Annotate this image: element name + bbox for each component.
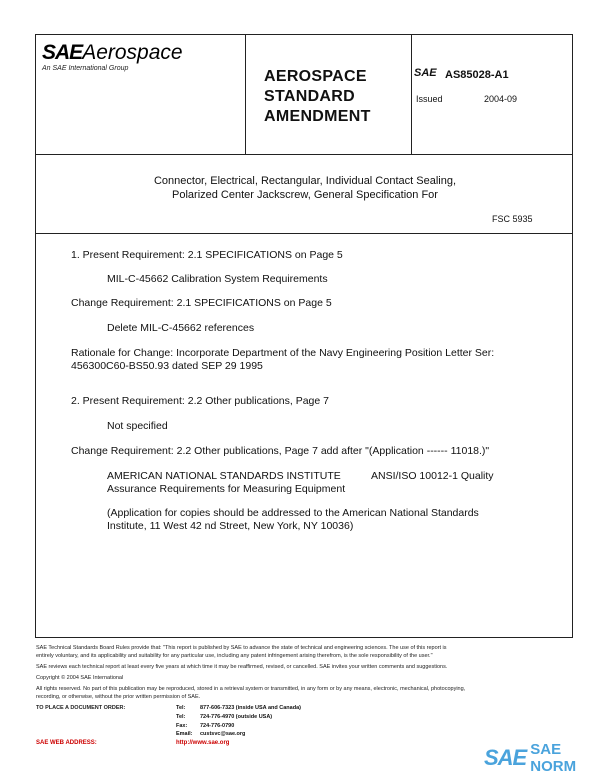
contact-value: 724-776-0790 bbox=[200, 723, 235, 729]
doc-type-line: AMENDMENT bbox=[264, 108, 371, 125]
web-address-label: SAE WEB ADDRESS: bbox=[36, 740, 97, 746]
body-paragraph: Change Requirement: 2.1 SPECIFICATIONS on Page 5 bbox=[71, 297, 332, 309]
contact-email-link[interactable]: custsvc@sae.org bbox=[200, 731, 246, 737]
sae-norm-watermark bbox=[484, 741, 600, 775]
body-paragraph: 2. Present Requirement: 2.2 Other publications, Page 7 bbox=[71, 395, 329, 407]
logo-subtitle: An SAE International Group bbox=[42, 65, 129, 72]
body-paragraph: Change Requirement: 2.2 Other publications, Page 7 add after "(Application ------ 11018.)" bbox=[71, 445, 490, 457]
watermark-sae-icon: SAE bbox=[484, 745, 527, 770]
footer-text: Copyright © 2004 SAE International bbox=[36, 675, 124, 681]
document-title-line: Polarized Center Jackscrew, General Specification For bbox=[172, 189, 438, 201]
contact-value: 877-606-7323 (inside USA and Canada) bbox=[200, 705, 301, 711]
sae-aerospace-logo bbox=[42, 42, 183, 72]
footer-text: SAE reviews each technical report at least every five years at which time it may be reaffirmed, revised, or cancelled. SAE invites your written comments and suggestions. bbox=[36, 664, 448, 670]
contact-label: Email: bbox=[176, 731, 193, 737]
footer-text: recording, or otherwise, without the prior written permission of SAE. bbox=[36, 694, 201, 700]
body-paragraph: Assurance Requirements for Measuring Equipment bbox=[107, 483, 346, 495]
header-divider-right bbox=[411, 34, 412, 154]
footer-text: All rights reserved. No part of this publication may be reproduced, stored in a retrieval system or transmitted, in any form or by any means, electronic, mechanical, photocopying, bbox=[36, 686, 466, 692]
body-paragraph: MIL-C-45662 Calibration System Requirements bbox=[107, 273, 328, 285]
sae-mark-icon: SAE bbox=[414, 67, 437, 79]
issued-date: 2004-09 bbox=[484, 94, 518, 104]
order-label: TO PLACE A DOCUMENT ORDER: bbox=[36, 705, 126, 711]
body-paragraph: Not specified bbox=[107, 420, 168, 432]
body-paragraph: Rationale for Change: Incorporate Department of the Navy Engineering Position Letter Ser: bbox=[71, 347, 495, 359]
title-bottom-rule bbox=[35, 233, 573, 234]
web-address-link[interactable]: http://www.sae.org bbox=[176, 740, 230, 746]
footer-text: entirely voluntary, and its applicability and suitability for any particular use, including any patent infringement arising therefrom, is the sole responsibility of the user." bbox=[36, 653, 433, 659]
body-paragraph: Delete MIL-C-45662 references bbox=[107, 322, 255, 334]
footer-text: SAE Technical Standards Board Rules provide that: "This report is published by SAE to advance the state of technical and engineering sciences. The use of this report is bbox=[36, 645, 447, 651]
watermark-text: SAE NORM bbox=[530, 741, 577, 775]
document-type bbox=[264, 67, 371, 127]
header-divider-left bbox=[245, 34, 246, 154]
body-paragraph: ANSI/ISO 10012-1 Quality bbox=[371, 470, 494, 482]
fsc-code: FSC 5935 bbox=[492, 214, 533, 224]
doc-type-line: AEROSPACE bbox=[264, 68, 367, 85]
contact-label: Tel: bbox=[176, 714, 186, 720]
header-bottom-rule bbox=[35, 154, 573, 155]
document-title-line: Connector, Electrical, Rectangular, Individual Contact Sealing, bbox=[153, 175, 457, 187]
contact-value: 724-776-4970 (outside USA) bbox=[200, 714, 273, 720]
issued-label: Issued bbox=[416, 94, 443, 104]
doc-type-line: STANDARD bbox=[264, 88, 355, 105]
contact-label: Fax: bbox=[176, 723, 188, 729]
body-paragraph: AMERICAN NATIONAL STANDARDS INSTITUTE bbox=[107, 470, 341, 482]
body-paragraph: (Application for copies should be addressed to the American National Standards bbox=[107, 507, 479, 519]
body-paragraph: 1. Present Requirement: 2.1 SPECIFICATIONS on Page 5 bbox=[71, 249, 343, 261]
body-paragraph: Institute, 11 West 42 nd Street, New York, NY 10036) bbox=[107, 520, 354, 532]
body-paragraph: 456300C60-BS50.93 dated SEP 29 1995 bbox=[71, 360, 263, 372]
document-number: AS85028-A1 bbox=[445, 69, 509, 81]
contact-label: Tel: bbox=[176, 705, 186, 711]
logo-brand: SAE bbox=[42, 41, 83, 64]
logo-word: Aerospace bbox=[82, 41, 183, 64]
